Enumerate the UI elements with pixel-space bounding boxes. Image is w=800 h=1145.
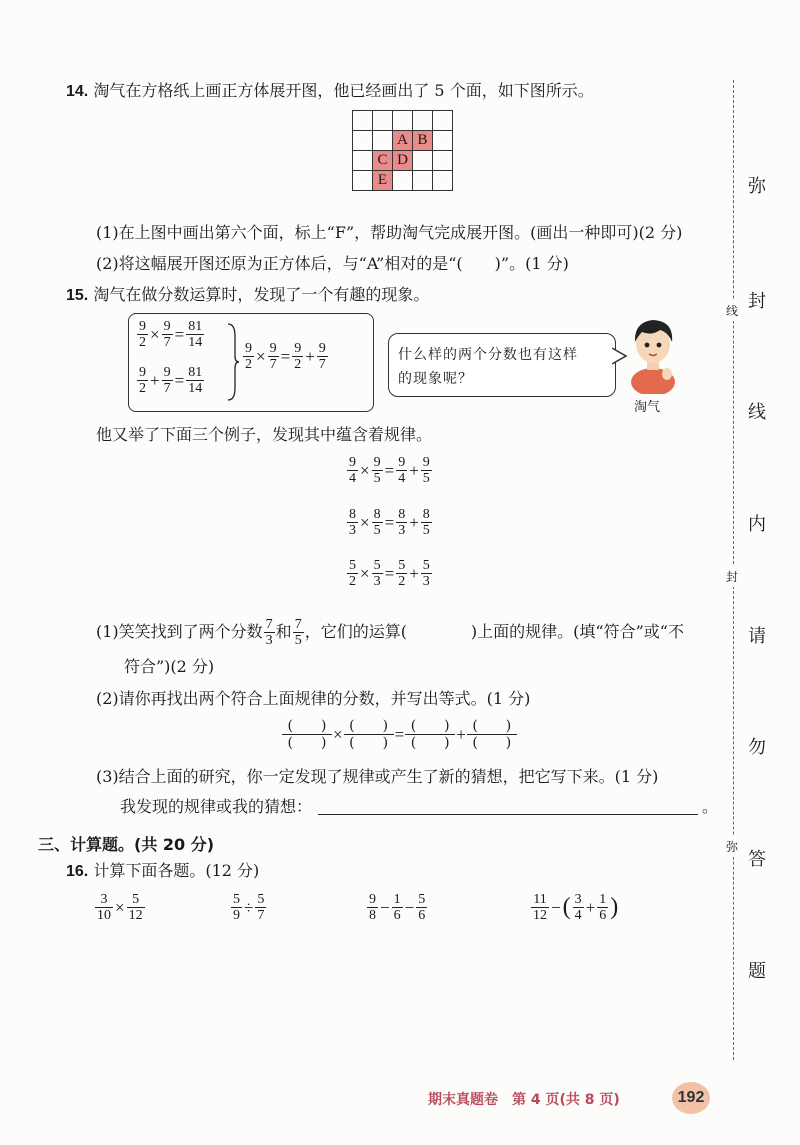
example-3: $\frac{5}{2}$ × $\frac{5}{3}$ = $\frac{5}{2}$ + $\frac{5}{3}$ <box>349 558 430 589</box>
footer-text: 期末真题卷 第 4 页(共 8 页) <box>428 1092 620 1108</box>
box-brace <box>226 322 240 402</box>
seal-small-1: 线 <box>726 300 738 321</box>
q14-part2: (2)将这幅展开图还原为正方体后，与“A”相对的是“( )”。(1 分) <box>96 254 569 273</box>
side-char-2: 封 <box>748 291 766 312</box>
box-conclusion: $\frac{9}{2}$ × $\frac{9}{7}$ = $\frac{9}{2}$ + $\frac{9}{7}$ <box>245 341 326 372</box>
examples-intro: 他又举了下面三个例子，发现其中蕴含着规律。 <box>96 425 433 444</box>
section-title: 三、计算题。(共 20 分) <box>38 835 215 854</box>
blank-fraction-3[interactable]: $\frac{( )}{( )}$ <box>405 718 455 751</box>
side-char-3: 线 <box>748 402 766 423</box>
q16-problem-1: $\frac{3}{10}$ × $\frac{5}{12}$ <box>97 892 143 923</box>
box-row2: $\frac{9}{2}$ + $\frac{9}{7}$ = $\frac{81}{14}$ <box>139 365 203 396</box>
example-2: $\frac{8}{3}$ × $\frac{8}{5}$ = $\frac{8}{3}$ + $\frac{8}{5}$ <box>349 507 430 538</box>
q16-problem-4: $\frac{11}{12}$ −( $\frac{3}{4}$ + $\frac{1}{6}$ ) <box>533 892 619 923</box>
side-char-1: 弥 <box>748 176 766 197</box>
page-number-badge: 192 <box>672 1082 710 1114</box>
side-char-8: 题 <box>748 961 766 982</box>
taoqi-character-icon <box>622 312 684 394</box>
q14-part1: (1)在上图中画出第六个面，标上“F”，帮助淘气完成展开图。(画出一种即可)(2 分) <box>96 223 683 242</box>
side-char-5: 请 <box>748 626 766 647</box>
blank-fraction-4[interactable]: $\frac{( )}{( )}$ <box>467 718 517 751</box>
q14-number: 14. <box>66 83 89 100</box>
q15-stem <box>66 284 429 307</box>
example-1: $\frac{9}{4}$ × $\frac{9}{5}$ = $\frac{9}{4}$ + $\frac{9}{5}$ <box>349 455 430 486</box>
q16-stem <box>66 860 259 883</box>
side-char-7: 答 <box>748 849 766 870</box>
q16-text: 计算下面各题。(12 分) <box>93 861 260 880</box>
seal-small-3: 弥 <box>726 836 738 857</box>
character-name: 淘气 <box>634 400 661 415</box>
q15-text: 淘气在做分数运算时，发现了一个有趣的现象。 <box>93 285 430 304</box>
q15-number: 15. <box>66 287 89 304</box>
q15-part3: (3)结合上面的研究，你一定发现了规律或产生了新的猜想，把它写下来。(1 分) <box>96 767 659 786</box>
q15-part1-line2: 符合”)(2 分) <box>124 657 215 676</box>
bubble-text: 什么样的两个分数也有这样 的现象呢？ <box>398 347 578 387</box>
q16-number: 16. <box>66 863 89 880</box>
q16-problem-3: $\frac{9}{8}$ − $\frac{1}{6}$ − $\frac{5}{6}$ <box>369 892 426 923</box>
side-char-6: 勿 <box>748 737 766 758</box>
face-b: B <box>413 131 433 151</box>
answer-line-end: 。 <box>702 797 719 816</box>
side-char-4: 内 <box>748 514 766 535</box>
face-d: D <box>393 151 413 171</box>
q15-part2: (2)请你再找出两个符合上面规律的分数，并写出等式。(1 分) <box>96 689 531 708</box>
q14-text: 淘气在方格纸上画正方体展开图，他已经画出了 5 个面，如下图所示。 <box>93 81 594 100</box>
q15-part3-prompt: 我发现的规律或我的猜想： <box>120 797 313 816</box>
q15-answer-equation[interactable]: $\frac{( )}{( )}$ × $\frac{( )}{( )}$ = $\frac{( )}{( )}$ + $\frac{( )}{( )}$ <box>282 718 517 751</box>
answer-line[interactable] <box>318 814 698 815</box>
face-c: C <box>373 151 393 171</box>
q14-grid[interactable] <box>352 110 453 191</box>
face-e: E <box>373 171 393 191</box>
box-row1: $\frac{9}{2}$ × $\frac{9}{7}$ = $\frac{81}{14}$ <box>139 319 203 350</box>
q15-part1-line1: (1)笑笑找到了两个分数 $\frac{7}{3}$ 和 $\frac{7}{5}$ ，它们的运算( )上面的规律。(填“符合”或“不 <box>96 617 684 648</box>
q14-stem <box>66 80 594 103</box>
seal-small-2: 封 <box>726 566 738 587</box>
q16-problem-2: $\frac{5}{9}$ ÷ $\frac{5}{7}$ <box>233 892 265 923</box>
blank-fraction-2[interactable]: $\frac{( )}{( )}$ <box>344 718 394 751</box>
face-a: A <box>393 131 413 151</box>
blank-fraction-1[interactable]: $\frac{( )}{( )}$ <box>282 718 332 751</box>
